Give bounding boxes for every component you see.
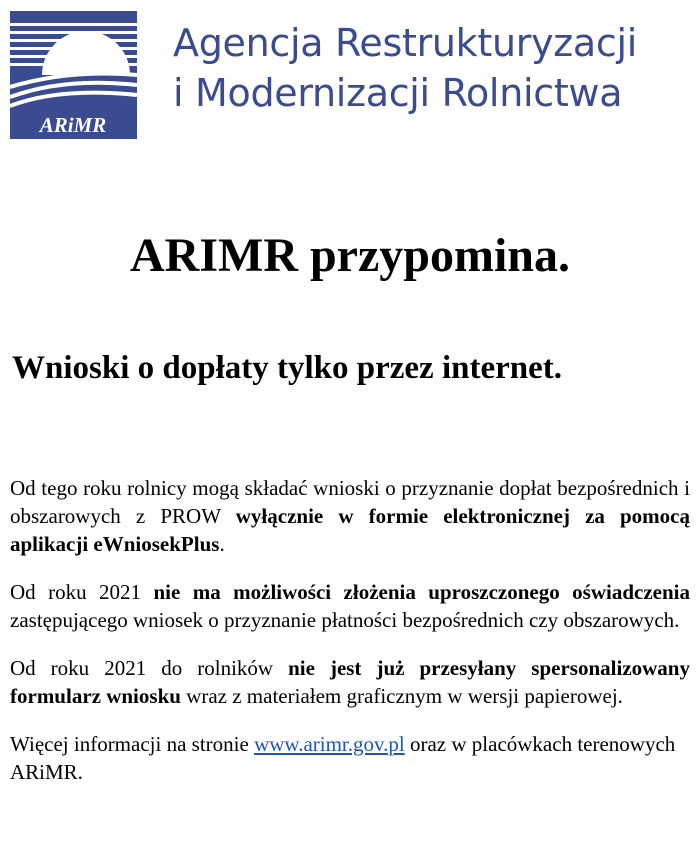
paragraph-3-emphasis: nie jest już przesyłany spersonalizowany formularz wniosku (10, 656, 690, 708)
paragraph-2-emphasis: nie ma możliwości złożenia uproszczonego oświadczenia (153, 580, 690, 604)
paragraph-3: Od roku 2021 do rolników nie jest już przesyłany spersonalizowany formularz wniosku wraz z materiałem graficznym w wersji papierowej. (10, 656, 690, 708)
svg-text:ARiMR: ARiMR (39, 113, 107, 137)
paragraph-4: Więcej informacji na stronie www.arimr.gov.pl oraz w placówkach terenowych ARiMR. (10, 732, 676, 784)
page-title: ARIMR przypomina. (130, 229, 570, 282)
paragraph-1-emphasis: wyłącznie w formie elektronicznej za pomocą aplikacji eWniosekPlus (10, 504, 690, 556)
page-subtitle: Wnioski o dopłaty tylko przez internet. (12, 350, 562, 386)
agency-name-line1: Agencja Restrukturyzacji (173, 21, 638, 65)
paragraph-1: Od tego roku rolnicy mogą składać wnioski o przyznanie dopłat bezpośrednich i obszarowych z PROW wyłącznie w formie elektronicznej za pomocą aplikacji eWniosekPlus. (10, 476, 690, 556)
arimr-website-link[interactable]: www.arimr.gov.pl (254, 732, 405, 756)
agency-name (173, 18, 693, 118)
body-text (10, 474, 690, 806)
agency-name-line2: i Modernizacji Rolnictwa (173, 71, 623, 115)
paragraph-2: Od roku 2021 nie ma możliwości złożenia uproszczonego oświadczenia zastępującego wniosek o przyznanie płatności bezpośrednich czy obszarowych. (10, 580, 690, 632)
arimr-logo (10, 11, 137, 139)
